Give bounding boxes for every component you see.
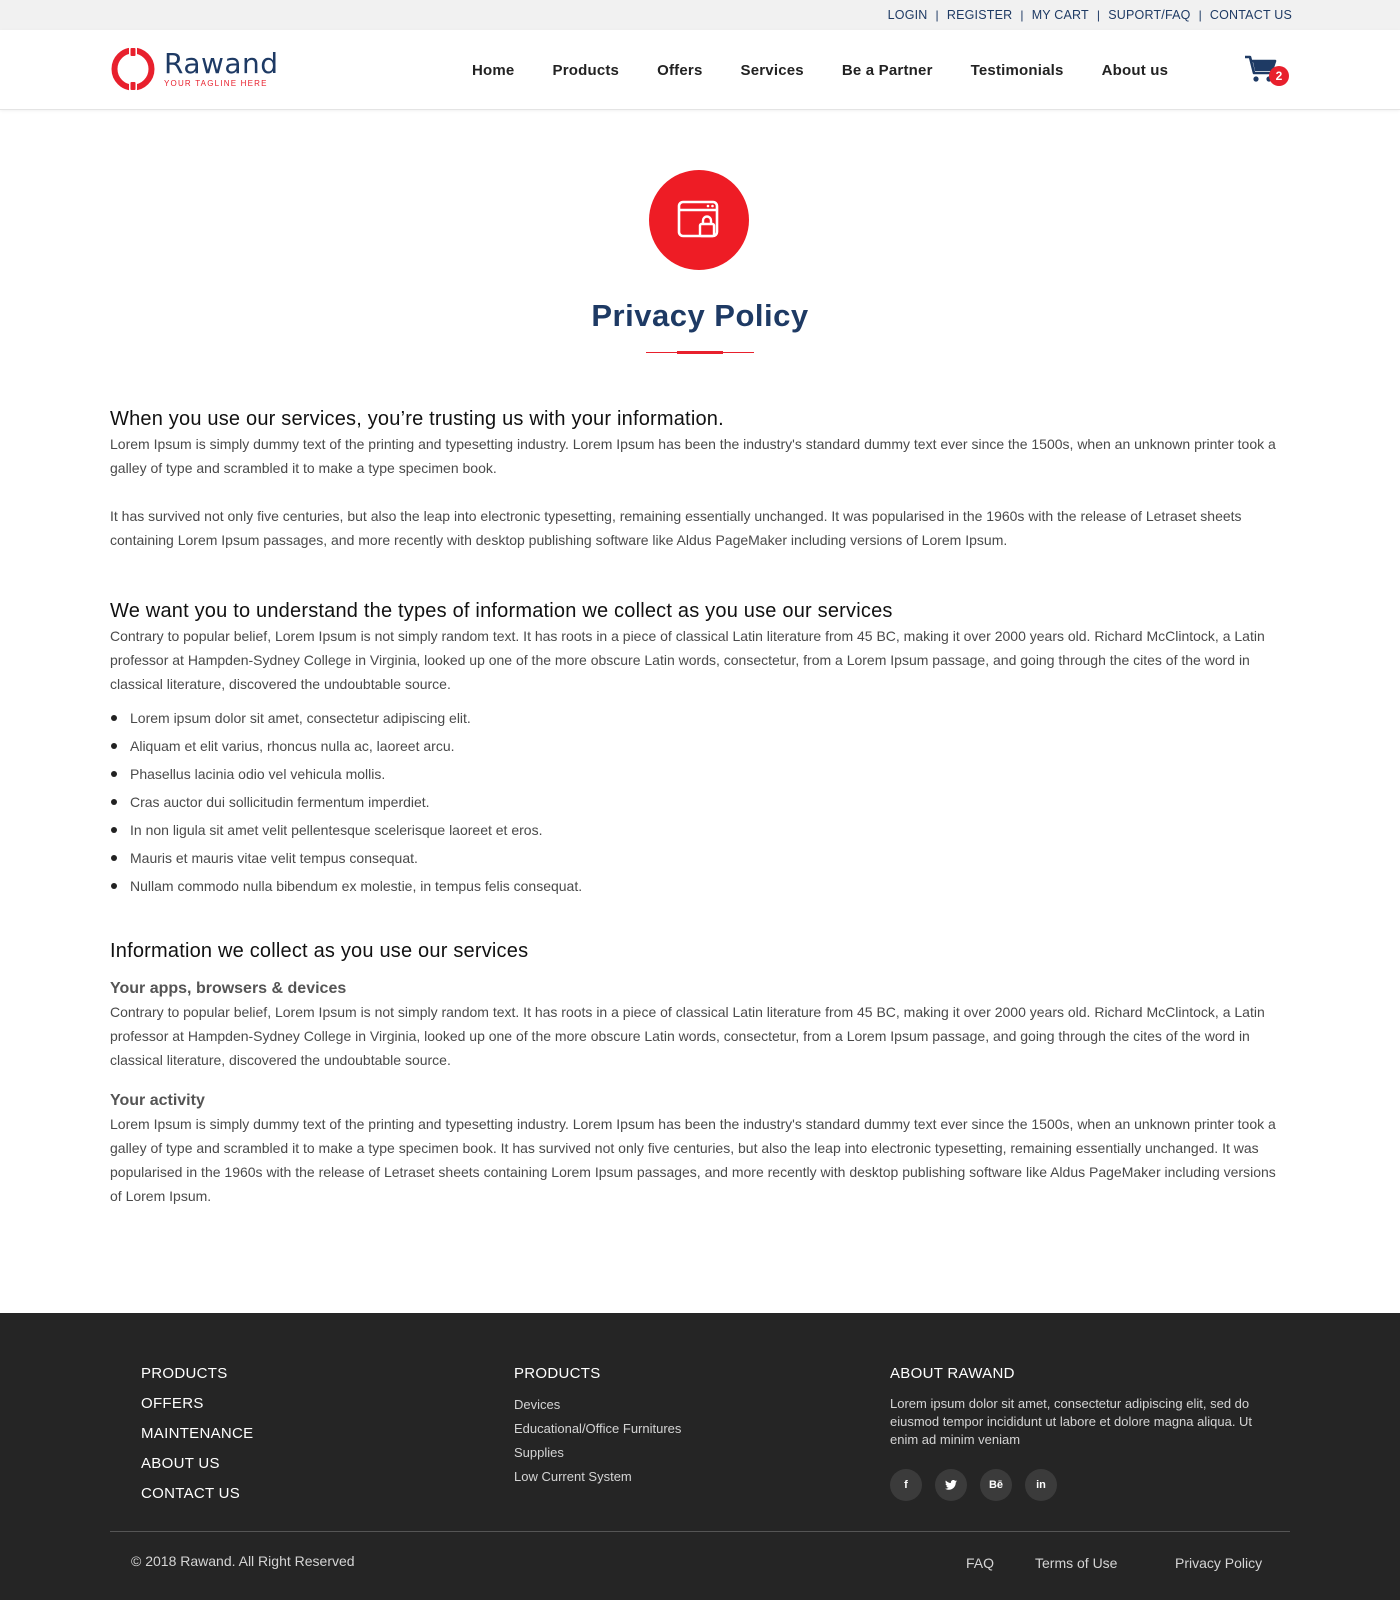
browser-lock-icon bbox=[676, 197, 722, 243]
register-link[interactable]: REGISTER bbox=[946, 8, 1013, 22]
list-item: Nullam commodo nulla bibendum ex molestie, in tempus felis consequat. bbox=[110, 872, 1290, 900]
separator: | bbox=[1096, 8, 1101, 22]
footer bbox=[0, 1313, 1400, 1600]
logo-mark-icon bbox=[110, 46, 156, 92]
subsection-heading: Your activity bbox=[110, 1092, 205, 1109]
info-bullet-list bbox=[110, 704, 1290, 900]
footer-link-low-current[interactable]: Low Current System bbox=[514, 1469, 632, 1484]
footer-link-offers[interactable]: OFFERS bbox=[141, 1395, 204, 1412]
section-paragraph: Lorem Ipsum is simply dummy text of the printing and typesetting industry. Lorem Ipsum has been the industry's standard dummy text ever since the 1500s, when an unknown printer took a galley of type and scrambled it to make a type specimen book. bbox=[110, 436, 1276, 476]
logo[interactable] bbox=[110, 46, 279, 92]
section-heading: We want you to understand the types of information we collect as you use our services bbox=[110, 600, 893, 622]
footer-products bbox=[514, 1365, 681, 1489]
footer-link-about-us[interactable]: ABOUT US bbox=[141, 1455, 220, 1472]
section-paragraph: It has survived not only five centuries, but also the leap into electronic typesetting, remaining essentially unchanged. It was popularised in the 1960s with the release of Letraset sheets containing Lorem Ipsum passages, and more recently with desktop publishing software like Aldus PageMaker including versions of Lorem Ipsum. bbox=[110, 508, 1242, 548]
nav-offers[interactable]: Offers bbox=[657, 61, 703, 79]
login-link[interactable]: LOGIN bbox=[887, 8, 928, 22]
top-utility-links bbox=[888, 0, 1292, 30]
main-nav bbox=[472, 30, 1168, 110]
linkedin-icon[interactable]: in bbox=[1025, 1469, 1057, 1501]
title-underline-accent bbox=[677, 351, 723, 354]
footer-link-devices[interactable]: Devices bbox=[514, 1397, 561, 1412]
section-paragraph: Lorem Ipsum is simply dummy text of the printing and typesetting industry. Lorem Ipsum has been the industry's standard dummy text ever since the 1500s, when an unknown printer took a galley of type and scrambled it to make a type specimen book. It has survived not only five centuries, but also the leap into electronic typesetting, remaining essentially unchanged. It was popularised in the 1960s with the release of Letraset sheets containing Lorem Ipsum passages, and more recently with desktop publishing software like Aldus PageMaker including versions of Lorem Ipsum. bbox=[110, 1116, 1276, 1204]
section-paragraph: Contrary to popular belief, Lorem Ipsum is not simply random text. It has roots in a piece of classical Latin literature from 45 BC, making it over 2000 years old. Richard McClintock, a Latin professor at Hampden-Sydney College in Virginia, looked up one of the more obscure Latin words, consectetur, from a Lorem Ipsum passage, and going through the cites of the word in classical literature, discovered the undoubtable source. bbox=[110, 628, 1265, 692]
nav-testimonials[interactable]: Testimonials bbox=[970, 61, 1064, 79]
separator: | bbox=[935, 8, 939, 22]
footer-about bbox=[890, 1365, 1270, 1501]
list-item: Mauris et mauris vitae velit tempus consequat. bbox=[110, 844, 1290, 872]
separator: | bbox=[1198, 8, 1202, 22]
contact-us-link[interactable]: CONTACT US bbox=[1209, 8, 1292, 22]
footer-terms-link[interactable]: Terms of Use bbox=[1035, 1555, 1118, 1571]
brand-name: Rawand bbox=[164, 46, 279, 80]
main-header bbox=[0, 30, 1400, 110]
list-item: Phasellus lacinia odio vel vehicula mollis. bbox=[110, 760, 1290, 788]
section-paragraph: Contrary to popular belief, Lorem Ipsum is not simply random text. It has roots in a piece of classical Latin literature from 45 BC, making it over 2000 years old. Richard McClintock, a Latin professor at Hampden-Sydney College in Virginia, looked up one of the more obscure Latin words, consectetur, from a Lorem Ipsum passage, and going through the cites of the word in classical literature, discovered the undoubtable source. bbox=[110, 1004, 1265, 1068]
footer-about-text: Lorem ipsum dolor sit amet, consectetur adipiscing elit, sed do eiusmod tempor incididunt ut labore et dolore magna aliqua. Ut enim ad minim veniam bbox=[890, 1396, 1253, 1447]
support-faq-link[interactable]: SUPORT/FAQ bbox=[1108, 8, 1191, 22]
nav-home[interactable]: Home bbox=[472, 61, 515, 79]
footer-faq-link[interactable]: FAQ bbox=[966, 1555, 995, 1571]
footer-link-maintenance[interactable]: MAINTENANCE bbox=[141, 1425, 254, 1442]
separator: | bbox=[1020, 8, 1024, 22]
top-utility-bar bbox=[0, 0, 1400, 30]
section-heading: When you use our services, you’re trusting us with your information. bbox=[110, 408, 724, 430]
nav-be-a-partner[interactable]: Be a Partner bbox=[841, 61, 933, 79]
footer-main-links bbox=[141, 1365, 253, 1509]
facebook-icon[interactable]: f bbox=[890, 1469, 922, 1501]
cart-button[interactable] bbox=[1244, 54, 1288, 88]
nav-products[interactable]: Products bbox=[552, 61, 620, 79]
footer-products-heading: PRODUCTS bbox=[514, 1365, 601, 1382]
list-item: In non ligula sit amet velit pellentesque scelerisque laoreet et eros. bbox=[110, 816, 1290, 844]
social-links bbox=[890, 1469, 1270, 1501]
nav-about-us[interactable]: About us bbox=[1101, 61, 1169, 79]
list-item: Aliquam et elit varius, rhoncus nulla ac, laoreet arcu. bbox=[110, 732, 1290, 760]
section-heading: Information we collect as you use our services bbox=[110, 940, 529, 962]
footer-link-products[interactable]: PRODUCTS bbox=[141, 1365, 228, 1382]
behance-icon[interactable]: Bē bbox=[980, 1469, 1012, 1501]
footer-link-supplies[interactable]: Supplies bbox=[514, 1445, 564, 1460]
logo-text bbox=[164, 46, 279, 88]
cart-count-badge: 2 bbox=[1269, 66, 1289, 86]
copyright-text: © 2018 Rawand. All Right Reserved bbox=[131, 1553, 355, 1569]
page-title: Privacy Policy bbox=[591, 298, 809, 333]
footer-link-furnitures[interactable]: Educational/Office Furnitures bbox=[514, 1421, 682, 1436]
footer-about-heading: ABOUT RAWAND bbox=[890, 1365, 1015, 1382]
footer-link-contact-us[interactable]: CONTACT US bbox=[141, 1485, 241, 1502]
my-cart-link[interactable]: MY CART bbox=[1031, 8, 1089, 22]
list-item: Lorem ipsum dolor sit amet, consectetur adipiscing elit. bbox=[110, 704, 1290, 732]
nav-services[interactable]: Services bbox=[740, 61, 804, 79]
privacy-icon-circle bbox=[649, 170, 749, 270]
subsection-heading: Your apps, browsers & devices bbox=[110, 980, 347, 997]
twitter-icon[interactable] bbox=[935, 1469, 967, 1501]
footer-divider bbox=[110, 1531, 1290, 1532]
policy-content bbox=[110, 406, 1290, 1208]
footer-privacy-link[interactable]: Privacy Policy bbox=[1175, 1555, 1263, 1571]
brand-tagline: YOUR TAGLINE HERE bbox=[164, 78, 268, 88]
list-item: Cras auctor dui sollicitudin fermentum imperdiet. bbox=[110, 788, 1290, 816]
